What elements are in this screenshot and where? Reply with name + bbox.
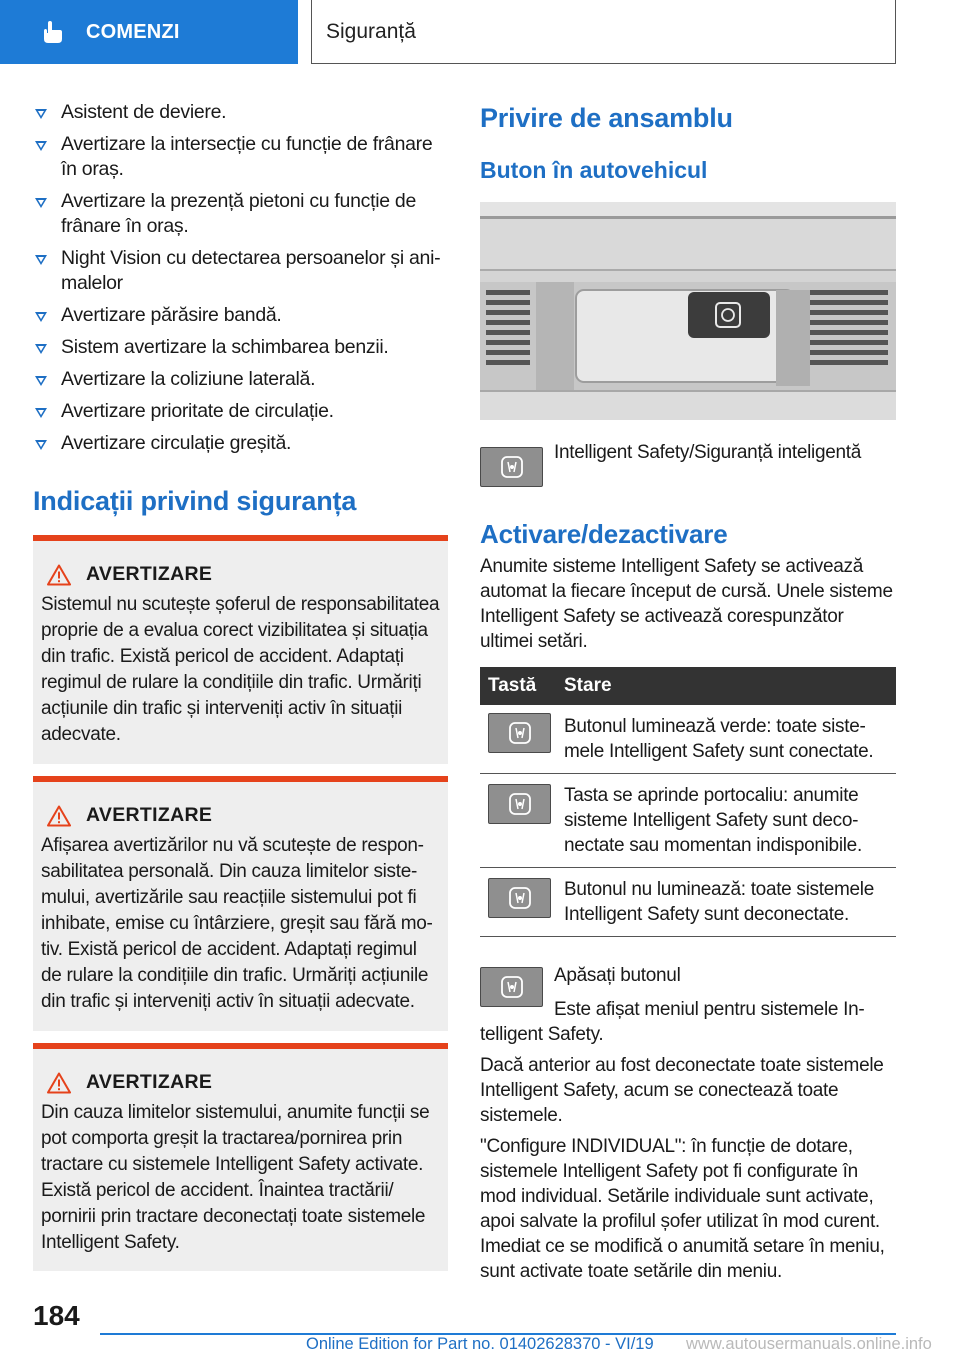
watermark-site: www.autousermanuals.online.info — [686, 1335, 932, 1353]
press-button-result: Este afișat meniul pentru sistemele Intelligent Safety. — [480, 999, 865, 1045]
intelligent-safety-icon — [509, 887, 531, 909]
column-header-key: Tastă — [480, 667, 557, 705]
dashboard-button-photo — [480, 202, 896, 420]
triangle-bullet-icon — [35, 312, 47, 322]
intelligent-safety-icon — [501, 976, 523, 998]
warning-text: Din cauza limitelor sistemului, anumite funcții se pot comporta greșit la tractarea/pornirea prin tractare cu sistemele Intelligent Safety activate. Există pericol de accident. Înaintea tractării/ pornirii prin tractare deconectați toate sistemele Intelligent Safety. — [41, 1102, 430, 1253]
triangle-bullet-icon — [35, 198, 47, 208]
paragraph: "Configure INDIVIDUAL": în funcție de dotare, sistemele Intelligent Safety pot fi configurate în mod individual. Setările individuale sunt activate, apoi salvate la profilul șofer utilizat în mod curent. Imediat ce se modifică o anumită setare în meniu, sunt activate toate setările din meniu. — [480, 1136, 885, 1282]
chapter-tab-label: COMENZI — [86, 20, 180, 43]
warning-text: Afișarea avertizărilor nu vă scutește de responsabilitatea personală. Din cauza limitelor sistemului, avertizările sau reacțiile sistemului pot fi inhibate, emise cu întârziere, greșit sau fără motiv. Există pericol de accident. Adaptați regimul de rulare la condițiile din trafic. Urmăriți acțiunile din trafic și interveniți activ în situații adecvate. — [41, 835, 433, 1012]
status-cell: Butonul luminează verde: toate sistemele Intelligent Safety sunt conectate. — [557, 705, 896, 774]
warning-triangle-icon — [47, 1072, 71, 1094]
list-item: Avertizare prioritate de circulație. — [33, 399, 448, 424]
safety-notes-heading: Indicații privind siguranța — [33, 486, 357, 516]
feature-list — [33, 100, 448, 456]
triangle-bullet-icon — [35, 344, 47, 354]
list-item: Avertizare circulație greșită. — [33, 431, 448, 456]
triangle-bullet-icon — [35, 440, 47, 450]
triangle-bullet-icon — [35, 141, 47, 151]
left-column — [33, 100, 448, 1271]
intelligent-safety-button — [488, 713, 551, 753]
section-header — [311, 0, 896, 64]
list-item: Night Vision cu detectarea persoanelor și animalelor — [33, 246, 448, 296]
list-item: Avertizare părăsire bandă. — [33, 303, 448, 328]
status-cell: Tasta se aprinde portocaliu: anumite sisteme Intelligent Safety sunt deconectate sau momentan indisponibile. — [557, 774, 896, 868]
activation-heading: Activare/dezactivare — [480, 519, 728, 549]
page-number: 184 — [33, 1300, 80, 1331]
intelligent-safety-icon — [509, 722, 531, 744]
button-legend — [480, 440, 896, 487]
table-row — [480, 868, 896, 937]
triangle-bullet-icon — [35, 376, 47, 386]
warning-title: AVERTIZARE — [86, 1071, 213, 1093]
chapter-tab[interactable] — [0, 0, 298, 64]
warning-triangle-icon — [47, 805, 71, 827]
triangle-bullet-icon — [35, 408, 47, 418]
paragraph: Dacă anterior au fost deconectate toate sistemele Intelligent Safety, acum se conectează toate sistemele. — [480, 1055, 884, 1126]
warning-box — [33, 1043, 448, 1271]
button-in-vehicle-heading: Buton în autovehicul — [480, 157, 708, 183]
intelligent-safety-button[interactable] — [480, 967, 543, 1007]
triangle-bullet-icon — [35, 109, 47, 119]
right-column — [480, 100, 896, 1284]
intelligent-safety-button — [488, 784, 551, 824]
warning-box — [33, 535, 448, 764]
warning-triangle-icon — [47, 564, 71, 586]
intelligent-safety-icon — [501, 456, 523, 478]
overview-heading: Privire de ansamblu — [480, 103, 733, 133]
press-button-label: Apăsați butonul — [554, 965, 681, 986]
intelligent-safety-button[interactable] — [480, 447, 543, 487]
intelligent-safety-icon — [509, 793, 531, 815]
triangle-bullet-icon — [35, 255, 47, 265]
table-row — [480, 705, 896, 774]
warning-text: Sistemul nu scutește șoferul de responsabilitatea proprie de a evalua corect vizibilitatea și situația din trafic. Există pericol de accident. Adaptați regimul de rulare la condițiile din trafic. Urmăriți acțiunile din trafic și interveniți activ în situații adecvate. — [41, 594, 440, 745]
section-title: Siguranță — [326, 19, 416, 43]
list-item: Asistent de deviere. — [33, 100, 448, 125]
warning-box — [33, 776, 448, 1031]
dashboard-illustration — [480, 202, 896, 420]
list-item: Avertizare la intersecție cu funcție de frânare în oraș. — [33, 132, 448, 182]
button-caption: Intelligent Safety/Siguranță inteligentă — [554, 442, 861, 463]
list-item: Avertizare la coliziune laterală. — [33, 367, 448, 392]
warning-title: AVERTIZARE — [86, 804, 213, 826]
activation-text: Anumite sisteme Intelligent Safety se activează automat la fiecare început de cursă. Unele sisteme Intelligent Safety se activează corespunzător ultimei setări. — [480, 556, 893, 652]
status-cell: Butonul nu luminează: toate sistemele Intelligent Safety sunt deconectate. — [557, 868, 896, 937]
list-item: Avertizare la prezență pietoni cu funcție de frânare în oraș. — [33, 189, 448, 239]
table-row — [480, 774, 896, 868]
edition-note: Online Edition for Part no. 01402628370 - VI/19 — [306, 1335, 654, 1353]
intelligent-safety-button — [488, 878, 551, 918]
status-table — [480, 667, 896, 937]
pointing-hand-icon — [40, 19, 66, 45]
column-header-status: Stare — [557, 667, 896, 705]
list-item: Sistem avertizare la schimbarea benzii. — [33, 335, 448, 360]
warning-title: AVERTIZARE — [86, 563, 213, 585]
